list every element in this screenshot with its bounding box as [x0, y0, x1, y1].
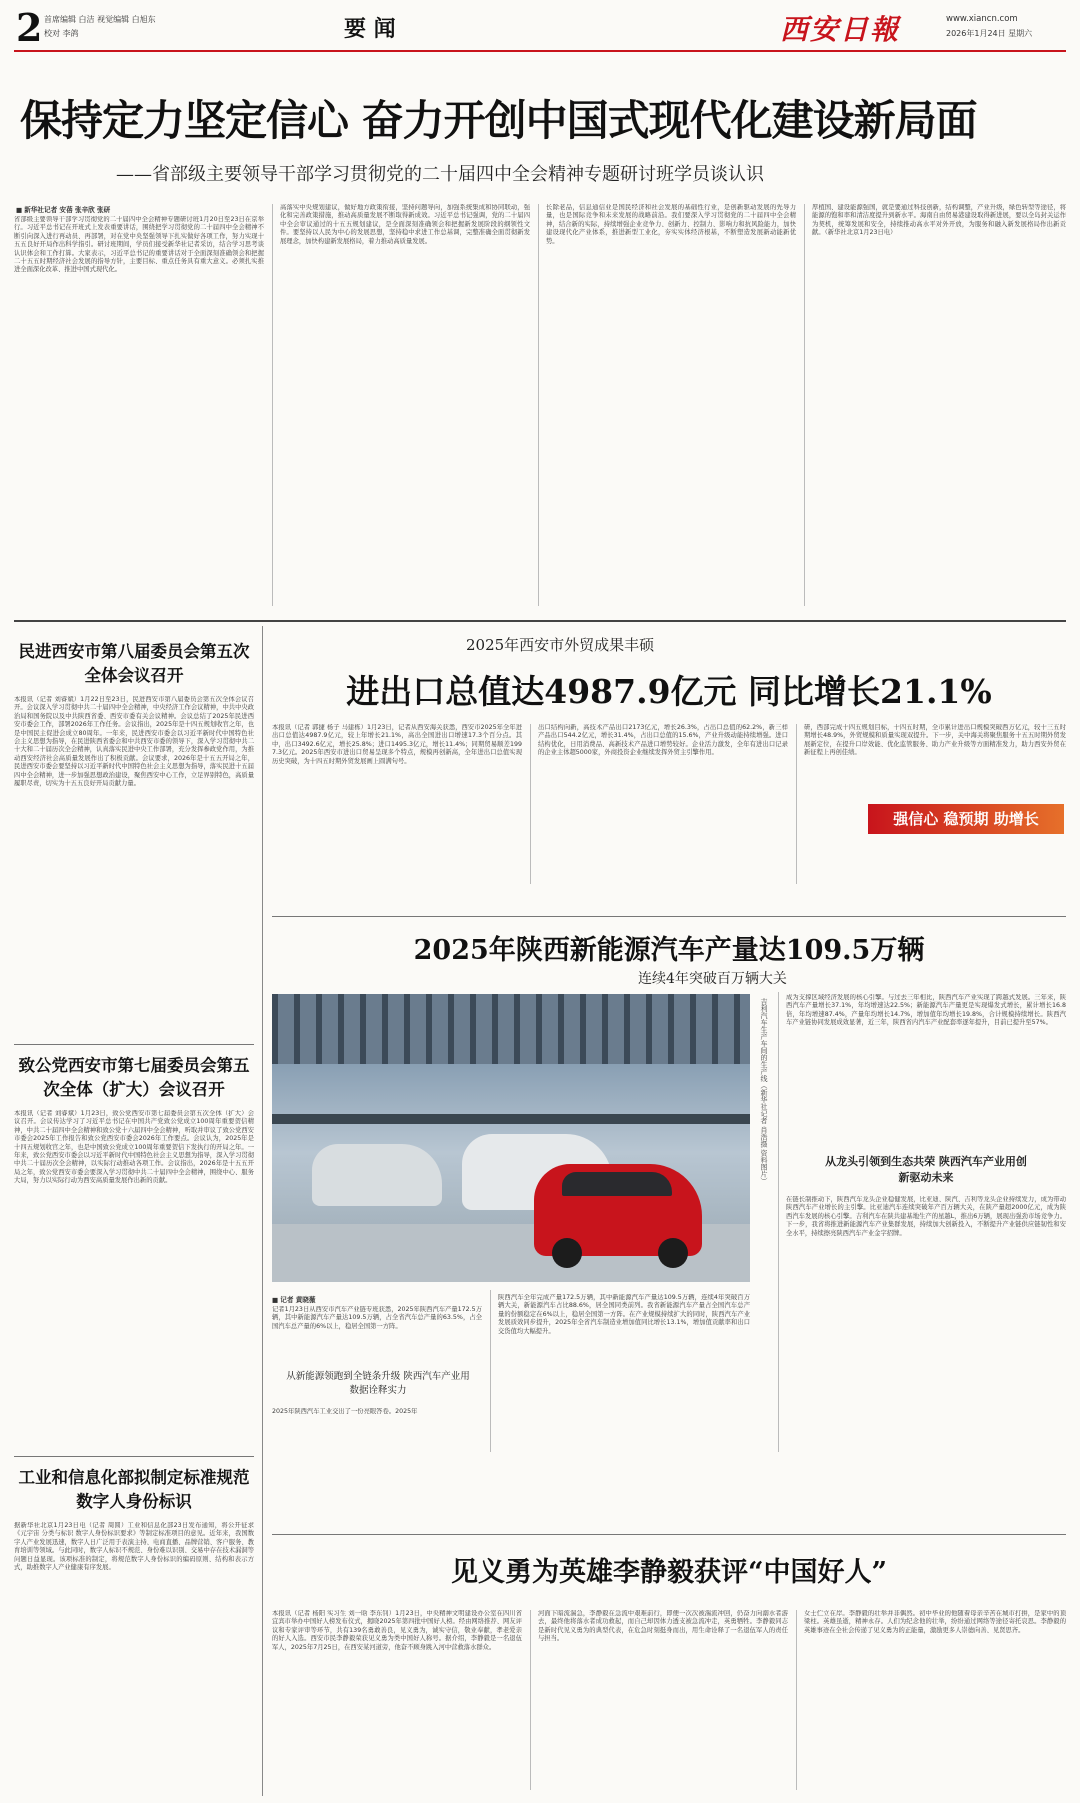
hero-col-2: 河面下暗流湍急，李静毅在急流中艰难前行，即便一次次被湍流冲回，仍奋力向溺水者游去，最终他将落水者成功救起，而自己却因体力透支被急流冲走，英勇牺牲。李静毅同志是新时代见义勇为的典型代表，在危急时刻挺身而出，用生命诠释了一名退伍军人的责任与担当。: [538, 1610, 788, 1643]
trade-kicker: 2025年西安市外贸成果丰硕: [466, 636, 655, 654]
lead-col-1: 省部级主要领导干部学习贯彻党的二十届四中全会精神专题研讨班1月20日至23日在京举行。习近平总书记在开班式上发表重要讲话，围绕把学习贯彻党的二十届四中全会精神不断引向深入进行再动员、再部署，对在党中央坚强领导下扎实做好各项工作，努力实现十五五良好开局作出科学指引。研讨班期间，学员们接受新华社记者采访，结合学习思考谈认识体会和工作打算。大家表示，习近平总书记的重要讲话对于全面深刻准确领会和把握二十五五时期经济社会发展的指导方针，主要目标、重点任务具有重大意义。必须扎实推进全面深化改革、推进中国式现代化。: [14, 216, 264, 274]
issue-date: 2026年1月24日 星期六: [946, 29, 1033, 38]
lead-byline: ■ 新华社记者 安蓓 张辛欣 张研: [16, 204, 110, 214]
lead-body: [14, 204, 1066, 610]
article-hero: [272, 1540, 1066, 1796]
ev-col-2: 陕西汽车全年完成产量172.5万辆，其中新能源汽车产量达109.5万辆，连续4年突破百万辆大关，新能源汽车占比88.6%，居全国同类前列。我省新能源汽车产量占全国汽车总产量的份额稳定在6%以上，稳居全国第一方阵。在产业规模持续扩大的同时，陕西汽车产业发展质效同步提升，2025年全省汽车制造业增加值同比增长13.1%，增加值贡献率和出口交货值均大幅提升。: [498, 1294, 750, 1335]
photo-caption: 吉利汽车生产车间的生产线（新华社记者 肖浩摄 资料图片）: [760, 998, 768, 1185]
page-number: 2: [16, 5, 43, 50]
ev-subhead: 连续4年突破百万辆大关: [638, 971, 787, 987]
article-minjin: [14, 640, 254, 1040]
lead-col-2: 高落实中央规划建议，做好地方政策衔接，坚持问题导向，加强系统集成和协同联动，强化和完善政策措施，推动高质量发展不断取得新成效。习近平总书记强调，党的二十届四中全会审议通过的十五五规划建议，是全面深刻准确领会和把握新发展阶段的纲领性文件。要坚持以人民为中心的发展思想，坚持稳中求进工作总基调，完整准确全面贯彻新发展理念，加快构建新发展格局，着力推动高质量发展。: [280, 204, 530, 245]
article-title: 工业和信息化部拟制定标准规范数字人身份标识: [18, 1468, 250, 1511]
divider: [490, 1290, 491, 1452]
slogan-text: 强信心 稳预期 助增长: [893, 810, 1039, 828]
divider: [796, 724, 797, 884]
car-wheel: [552, 1238, 582, 1268]
ev-headline: 2025年陕西新能源汽车产量达109.5万辆: [413, 935, 925, 966]
car-shape: [312, 1144, 442, 1206]
trade-col-1: 本报讯（记者 郭捷 杨子 马建栋）1月23日，记者从西安海关获悉，西安市2025年全年进出口总值达4987.9亿元，较上年增长21.1%，高出全国进出口增速17.3个百分点。其中，出口3492.6亿元，增长25.8%；进口1495.3亿元，增长11.4%；同期贸易顺差1997.3亿元。2025年西安市进出口贸易呈现多个特点，规模再创新高，全年进出口总值实现历史突破，为十四五时期外贸发展画上圆满句号。: [272, 724, 522, 765]
left-column-divider: [262, 626, 263, 1796]
photo-rail: [272, 1114, 750, 1124]
editors-line2: 校对 李鸽: [44, 29, 79, 38]
ev-col3-title: 从龙头引领到生态共荣 陕西汽车产业用创新驱动未来: [825, 1155, 1027, 1184]
masthead-rule: [14, 50, 1066, 52]
article-body: 据新华社北京1月23日电（记者 周圆）工业和信息化部23日发布通知，将公开征求《元宇宙 分类与标识 数字人身份标识要求》等制定标准项目的意见。近年来，我国数字人产业发展迅速，数字人日广泛用于表演主持、电商直播、品牌营销、客户服务、教育培训等领域。与此同时，数字人标识不规范、身份难以识别、交易中存在技术漏洞等问题日益显现。该项标准的制定，将规范数字人身份标识的编码原则、结构和表示方式，助推数字人产业健康有序发展。: [14, 1522, 254, 1572]
divider: [530, 724, 531, 884]
ev-col-3b: 在链长制推动下，陕西汽车龙头企业稳健发展，比亚迪、陕汽、吉利等龙头企业持续发力，成为带动陕西汽车产业增长的主引擎。比亚迪汽车连续突破年产百万辆大关，在陕产量超2000亿元，成为陕西汽车发展的核心引擎。吉利汽车在陕共建基地生产的星越L，推出6万辆，展现出强劲市场竞争力。下一步，我省将推进新能源汽车产业集群发展，持续加大创新投入，不断提升产业链供应链韧性和安全水平，持续擦亮陕西汽车产业金字招牌。: [786, 1196, 1066, 1237]
divider: [530, 1610, 531, 1790]
divider: [796, 1610, 797, 1790]
article-ev: [272, 922, 1066, 1532]
car-wheel: [658, 1238, 688, 1268]
divider: [272, 1534, 1066, 1535]
lead-headline: 保持定力坚定信心 奋力开创中国式现代化建设新局面: [20, 96, 977, 145]
article-zhigong: [14, 1054, 254, 1454]
lead-col-3: 长除老品，信息通信业是国民经济和社会发展的基础性行业，是创新驱动发展的先导力量，也是国际竞争和未来发展的战略前沿。我们要深入学习贯彻党的二十届四中全会精神，结合新的实际，持续增强企业竞争力、创新力、控制力、影响力和抗风险能力，加快建设现代化产业体系，推进新型工业化，夯实实体经济根基，不断塑造发展新动能新优势。: [546, 204, 796, 245]
divider: [14, 1044, 254, 1045]
trade-col-3: 研，西部完成十四五规划目标，十四五时期，全市累计进出口规模突破西万亿元，较十三五时期增长48.9%，外贸规模和质量实现双提升。下一步，关中海关将聚焦服务十五五时期外贸发展新定位，在提升口岸效能、优化监管服务、助力产业升级等方面精准发力，助力西安外贸在新征程上再创佳绩。: [804, 724, 1066, 757]
hero-headline: 见义勇为英雄李静毅获评“中国好人”: [450, 1557, 888, 1588]
divider: [272, 204, 273, 606]
trade-col-2: 出口结构向新，高技术产品出口2173亿元，增长26.3%，占出口总值的62.2%，新三样产品出口544.2亿元，增长31.4%，占出口总值的15.6%，产业升级动能持续增强。进口结构优化，日用消费品、高新技术产品进口增势较好。企业活力激发，全年有进出口记录的企业主体超5000家，外商投资企业继续发挥外贸主引擎作用。: [538, 724, 788, 757]
photo-alt-text: [272, 994, 273, 995]
article-title: 民进西安市第八届委员会第五次全体会议召开: [18, 642, 250, 685]
ev-pull-quote: 从新能源领跑到全链条升级 陕西汽车产业用数据诠释实力: [286, 1371, 470, 1396]
article-digital-human: [14, 1466, 254, 1796]
article-trade: [272, 630, 1066, 920]
photo-ceiling: [272, 994, 750, 1064]
divider: [804, 204, 805, 606]
hero-col-3: 女士伫立在岸。李静毅的壮举并非偶然。初中毕业的他随着母亲辛苦在城市打拼，是家中的顶梁柱。英雄虽逝，精神永存。人们为纪念他的壮举，纷纷通过网络等途径寄托哀思。李静毅的英雄事迹在全社会传递了见义勇为的正能量，激励更多人崇德向善、见贤思齐。: [804, 1610, 1066, 1634]
editors-line1: 首席编辑 白洁 视觉编辑 白旭东: [44, 15, 156, 24]
ev-col-1b: 2025年陕西汽车工业交出了一份亮眼答卷。2025年: [272, 1408, 418, 1415]
ev-byline: ■ 记者 黄晓薇: [272, 1294, 316, 1304]
divider: [778, 992, 779, 1452]
divider: [538, 204, 539, 606]
lead-col-4: 厚植国、建设能源强国，就是要通过科技创新，结构调整，产业升级，绿色转型等途径，将能源的饱和率和清洁度提升到新水平。海南自由贸易港建设取得新进展，要以全岛封关运作为契机，统筹发展和安全，持续推动高水平对外开放，为服务和融入新发展格局作出新贡献。（新华社北京1月23日电）: [812, 204, 1066, 237]
hero-col-1: 本报讯（记者 杨阳 实习生 刘一晗 李东钊）1月23日，中央精神文明建设办公室在四川省宜宾市举办中国好人榜发布仪式，揭晓2025年第四批中国好人榜。经由网络推荐、网友评议和专家评审等环节，共有139名勇敢善良，见义勇为，诚实守信，敬业奉献，孝老爱亲的好人入选。西安市民李静毅荣获见义勇为类中国好人称号。据介绍，李静毅是一名退伍军人，2025年7月25日，在西安某河道旁，他奋不顾身跳入河中营救落水群众。: [272, 1610, 522, 1651]
article-body: 本报讯（记者 刘睿斌）1月23日，致公党西安市第七届委员会第五次全体（扩大）会议召开。会议传达学习了习近平总书记在中国共产党致公党成立100周年重要贺信精神，中共二十届四中全会精神和致公党十六届四中全会精神，听取并审议了致公党西安市委会2025年工作报告和致公党西安市委会2026年工作要点。会议认为，2025年是十四五规划收官之年，也是中国致公党成立100周年重要贺信下发执行的开局之年。一年来，致公党西安市委会以习近平新时代中国特色社会主义思想为指导，深入学习贯彻中共二十届历次全会精神，以实际行动推动各项工作。会议指出，2026年是十五五开局之年，致公党西安市委会要深入学习贯彻中共二十届四中全会精神，围绕中心、服务大局，努力以实际行动为西安高质量发展作出新的贡献。: [14, 1110, 254, 1185]
newspaper-logo: 西安日報: [780, 13, 901, 46]
section-label: 要 闻: [344, 16, 396, 42]
site-url[interactable]: www.xiancn.com: [946, 14, 1018, 24]
car-window: [562, 1172, 672, 1196]
ev-col-1: 记者1月23日从西安市汽车产业链专班获悉，2025年陕西汽车产量172.5万辆，其中新能源汽车产量达109.5万辆，占全省汽车总产量的63.5%，占全国汽车总产量的6%以上，稳居全国第一方阵。: [272, 1306, 482, 1330]
section-rule: [14, 620, 1066, 622]
divider: [14, 1456, 254, 1457]
slogan-banner: [868, 804, 1064, 834]
ev-photo: [272, 994, 750, 1282]
lead-subhead: ——省部级主要领导干部学习贯彻党的二十届四中全会精神专题研讨班学员谈认识: [116, 164, 764, 185]
masthead: [0, 0, 1080, 62]
article-body: 本报讯（记者 刘睿斌）1月22日至23日，民进西安市第八届委员会第五次全体会议召开。会议深入学习贯彻中共二十届四中全会精神，中央经济工作会议精神，中共中央政治局和国务院以及中共陕西省委、西安市委有关会议精神。会议总结了2025年民进西安市委会工作，部署2026年工作任务。会议指出，2025年是十四五规划收官之年，也是中国民主促进会成立80周年。一年来，民进西安市委会以习近平新时代中国特色社会主义思想为指导，在民进陕西省委会和中共西安市委的领导下，深入学习贯彻中共二十大和二十届历次全会精神，认真落实民进中央工作部署，充分发挥参政党作用，为推动西安经济社会高质量发展作出了积极贡献。会议要求，2026年是十五五开局之年，民进西安市委会要坚持以习近平新时代中国特色社会主义思想为指导，落实民进十五届四中全会精神，进一步加强思想政治建设，聚焦西安中心工作，立足界别特色，高质量履职尽责，切实为十五五良好开局贡献力量。: [14, 696, 254, 788]
ev-col-3: 成为支撑区域经济发展的核心引擎。与过去三年相比，陕西汽车产业实现了跨越式发展。三年来，陕西汽车产量增长37.1%，年均增速达22.5%；新能源汽车产量更是实现爆发式增长，累计增长16.8倍，年均增速87.4%，产量年均增长14.7%，增加值年均增长19.8%，合计规模持续增长。陕西汽车产业链协同发展成效显著，近三年，陕西省内汽车产业配套率逐年提升，目前已提升至57%。: [786, 994, 1066, 1027]
article-title: 致公党西安市第七届委员会第五次全体（扩大）会议召开: [18, 1056, 250, 1099]
divider: [272, 916, 1066, 917]
trade-headline: 进出口总值达4987.9亿元 同比增长21.1%: [346, 672, 992, 711]
